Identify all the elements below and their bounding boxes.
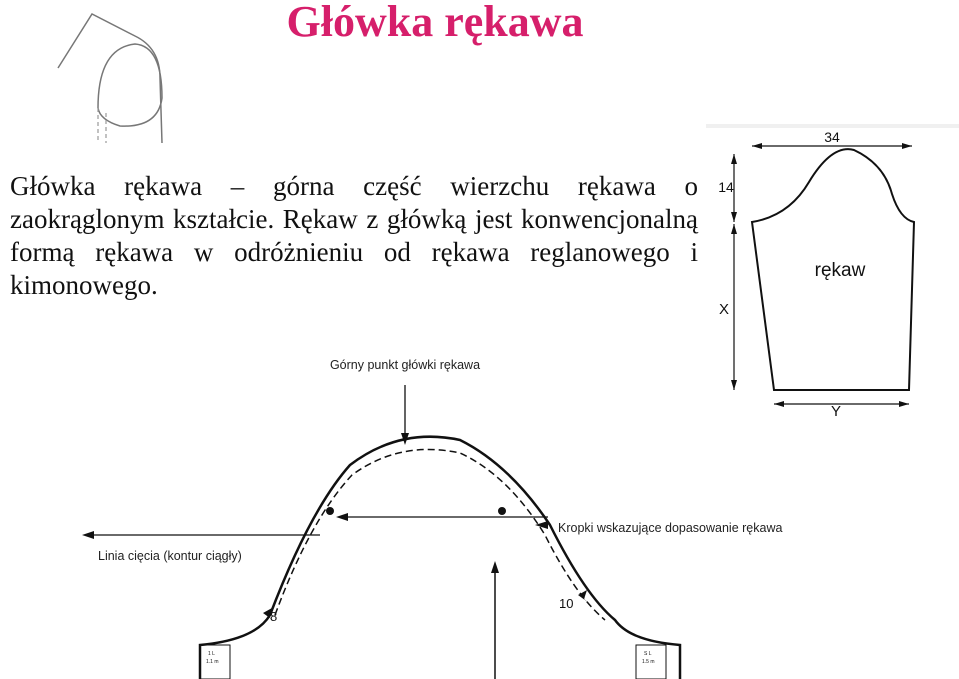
notch-right-label: 10 [559,596,574,611]
dots-arrowhead [336,513,348,521]
diagram-frame-top [706,124,959,128]
notch-right-mark [578,590,589,603]
sleeve-label: rękaw [814,260,866,281]
slide-title: Główka rękawa [286,0,584,46]
small-box-left-text-2: 1.1 m [206,659,219,665]
cap-outline [98,44,162,126]
description-paragraph: Główka rękawa – górna część wierzchu rękawa o zaokrąglonym kształcie. Rękaw z główką jest konwencjonalną formą rękawa w odróżnieniu od rękawa reglanowego i kimonowego. [10,171,698,300]
small-box-right-text: S L [644,651,652,657]
cut-line-label: Linia cięcia (kontur ciągły) [98,549,242,563]
match-dot-right [498,507,506,515]
top-width-label: 34 [824,129,840,145]
match-dot-left [326,507,334,515]
bottom-width-label: Y [830,403,842,419]
grain-arrowhead [491,561,499,573]
cap-diagram [60,345,900,679]
cut-line [200,437,680,679]
shoulder-line [58,14,162,143]
cap-height-label: 14 [718,179,734,195]
cut-line-arrowhead-left [82,531,94,539]
dots-label: Kropki wskazujące dopasowanie rękawa [558,521,783,535]
notch-left-label: 8 [270,609,278,624]
shoulder-sketch [50,8,190,148]
small-box-right-text-2: 1.5 m [642,659,655,665]
top-point-label: Górny punkt główki rękawa [329,358,481,372]
length-label: X [718,301,730,318]
small-box-left-text: 1 L [208,651,215,657]
